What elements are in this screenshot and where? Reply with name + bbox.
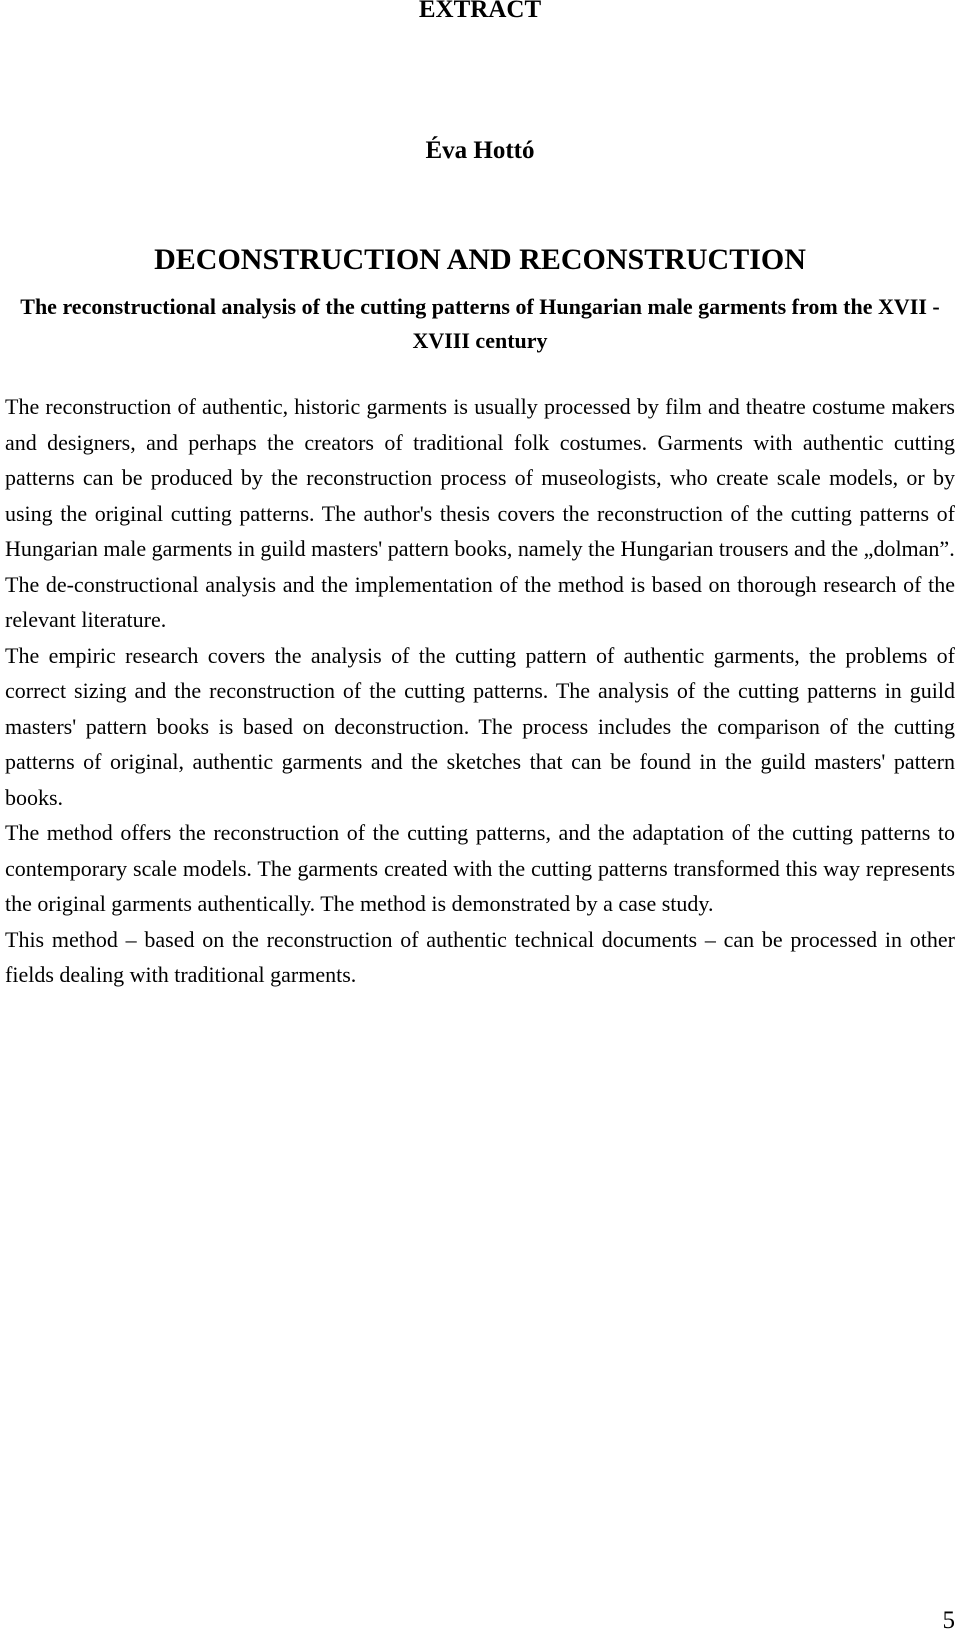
body-paragraph: The reconstruction of authentic, historic garments is usually processed by film and theatre costume makers and designers, and perhaps the creators of traditional folk costumes. Garments with authentic cutting patterns can be produced by the reconstruction process of museologists, who create scale models, or by using the original cutting patterns. The author's thesis covers the reconstruction of the cutting patterns of Hungarian male garments in guild masters' pattern books, namely the Hungarian trousers and the „dolman”. [5,394,955,561]
author-name: Éva Hottó [425,137,535,164]
abstract-body [5,389,955,993]
body-paragraph: The method offers the reconstruction of the cutting patterns, and the adaptation of the cutting patterns to contemporary scale models. The garments created with the cutting patterns transformed this way represents the original garments authentically. The method is demonstrated by a case study. [5,820,955,916]
body-paragraph: The de-constructional analysis and the implementation of the method is based on thorough research of the relevant literature. [5,571,955,632]
document-title: DECONSTRUCTION AND RECONSTRUCTION [154,243,806,276]
body-paragraph: The empiric research covers the analysis of the cutting pattern of authentic garments, the problems of correct sizing and the reconstruction of the cutting patterns. The analysis of the cutting patterns in guild masters' pattern books is based on deconstruction. The process includes the comparison of the cutting patterns of original, authentic garments and the sketches that can be found in the guild masters' pattern books. [5,642,955,810]
body-paragraph: This method – based on the reconstruction of authentic technical documents – can be processed in other fields dealing with traditional garments. [5,926,955,987]
section-label: EXTRACT [418,0,542,23]
page-number: 5 [942,1607,955,1634]
document-subtitle: The reconstructional analysis of the cutting patterns of Hungarian male garments from the XVII - XVIII century [20,294,940,353]
